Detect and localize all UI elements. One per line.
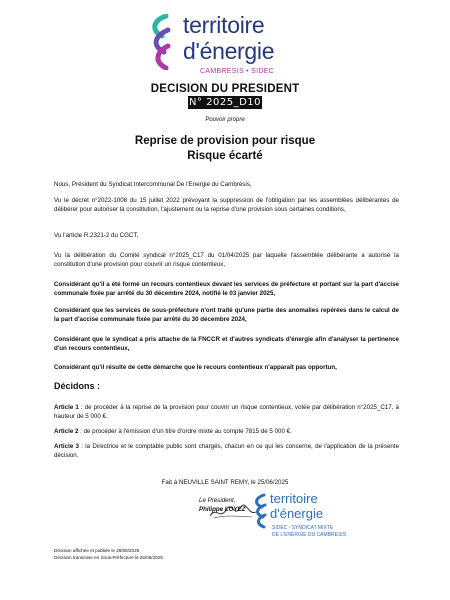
pouvoir-propre-label: Pouvoir propre xyxy=(205,117,245,123)
territoire-energie-logo xyxy=(148,12,308,74)
president-name: Philippe LOYEZ xyxy=(199,506,246,513)
considerant-3-paragraph: Considérant que le syndicat a pris attache de la FNCCR et d'autres syndicats d'énergie afin d'analyser la pertinence d'un recours contentieux, xyxy=(54,336,399,352)
decision-title: DECISION DU PRESIDENT xyxy=(150,83,300,95)
footer-transmission: Décision transmise en Sous-Préfecture le 26/06/2025 xyxy=(54,555,163,560)
considerant-1-paragraph: Considérant qu'il a été formé un recours contentieux devant les services de préfecture et portant sur la part d'accise communale fixée par arrêté du 30 décembre 2024, notifié le 03 janvier 2025, xyxy=(54,281,399,297)
vu-decret-paragraph: Vu le décret n°2022-1008 du 15 juillet 2022 prévoyant la suppression de l'obligation par les assemblées délibérantes de délibérer pour autoriser la constitution, l'ajustement ou la reprise d'une provision sous certaines conditions, xyxy=(54,197,399,213)
place-date-line: Fait à NEUVILLE SAINT REMY, le 25/06/2025 xyxy=(161,479,289,486)
article-2-label: Article 2 xyxy=(54,428,79,435)
article-1-text: : de procéder à la reprise de la provision pour couvrir un risque contentieux, votée par délibération n°2025_C17, à hauteur de 5 000 €. xyxy=(54,404,399,420)
logo-wordmark-line1: territoire xyxy=(183,12,265,38)
article-2-text: : de procéder à l'émission d'un titre d'ordre mixte au compte 7815 de 5 000 €. xyxy=(78,428,292,435)
vu-article-paragraph: Vu l'article R.2321-2 du CGCT, xyxy=(54,232,139,239)
article-3-label: Article 3 xyxy=(54,443,79,450)
official-stamp xyxy=(246,491,347,553)
subject-line-2: Risque écarté xyxy=(187,150,263,162)
stamp-text-line1: SIDEC - SYNDICAT MIXTE xyxy=(272,525,334,531)
logo-swoosh-icon xyxy=(148,14,174,70)
article-1 xyxy=(54,404,399,421)
logo-wordmark-line2: d'énergie xyxy=(183,38,275,64)
decision-number: N° 2025_D10 xyxy=(188,97,262,108)
subject-line-1: Reprise de provision pour risque xyxy=(134,135,316,147)
stamp-wordmark-line1: territoire xyxy=(270,491,318,506)
article-1-label: Article 1 xyxy=(54,404,79,411)
stamp-wordmark-line2: d'énergie xyxy=(270,506,324,521)
stamp-text-line2: DE L'ENERGIE DU CAMBRESIS xyxy=(272,532,347,538)
stamp-swoosh-icon xyxy=(252,493,268,529)
article-3 xyxy=(54,443,399,460)
decidons-heading: Décidons : xyxy=(54,381,101,391)
vu-deliberation-paragraph: Vu la délibération du Comité syndical n°2025_C17 du 01/04/2025 par laquelle l'assemblée délibérante a autorisé la constitution d'une provision pour couvrir un risque contentieux, xyxy=(54,252,399,268)
considerant-4-paragraph: Considérant qu'il résulte de cette démarche que le recours contentieux n'apparaît pas opportun, xyxy=(54,364,337,371)
president-role: Le Président, xyxy=(199,497,236,504)
article-3-text: : la Directrice et le comptable public sont chargés, chacun en ce qui les concerne, de l'application de la présente décision. xyxy=(54,443,400,459)
article-2 xyxy=(54,428,399,437)
logo-subtitle: CAMBRESIS • SIDEC xyxy=(200,68,275,75)
intro-paragraph: Nous, Président du Syndicat Intercommunal De l'Energie du Cambrésis, xyxy=(54,181,252,188)
footer-affichage: Décision affichée et publiée le 26/06/2025 xyxy=(54,548,140,553)
considerant-2-paragraph: Considérant que les services de sous-préfecture n'ont traité qu'une partie des anomalies repérées dans le calcul de la part d'accise communale fixée par arrêté du 30 décembre 2024, xyxy=(54,307,399,323)
